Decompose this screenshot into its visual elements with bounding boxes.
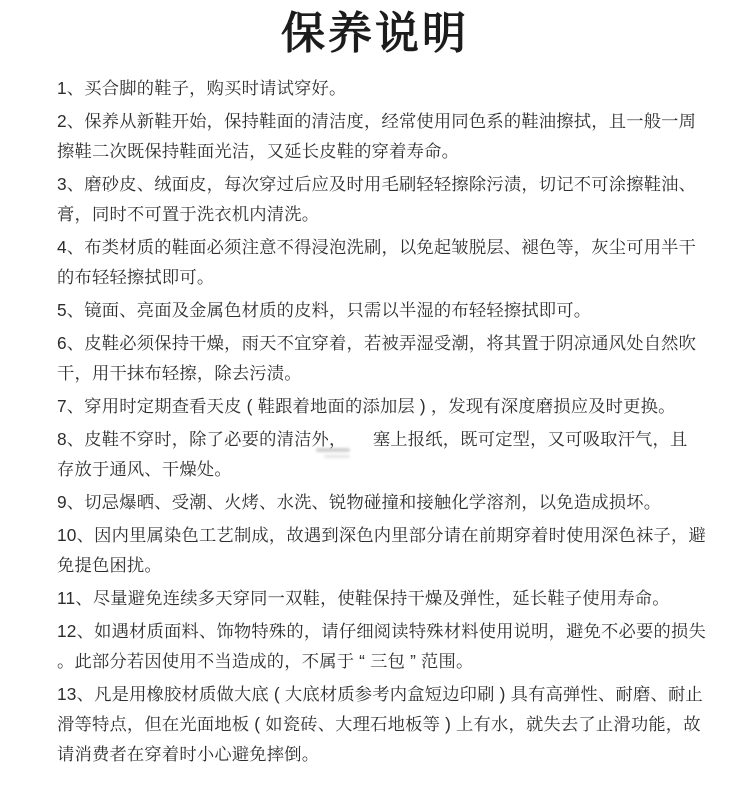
text-line: 9、切忌爆晒、受潮、火烤、水洗、锐物碰撞和接触化学溶剂，以免造成损坏。 xyxy=(57,492,662,512)
list-item xyxy=(57,679,710,769)
list-item xyxy=(57,616,710,676)
text-line: 13、凡是用橡胶材质做大底 ( 大底材质参考内盒短边印刷 ) 具有高弹性、耐磨、耐止 xyxy=(57,684,703,704)
text-line: 5、镜面、亮面及金属色材质的皮料，只需以半湿的布轻轻擦拭即可。 xyxy=(57,300,592,320)
care-list xyxy=(57,73,710,769)
list-item xyxy=(57,583,710,613)
text-line: 4、布类材质的鞋面必须注意不得浸泡洗刷，以免起皱脱层、褪色等，灰尘可用半干 xyxy=(57,237,697,257)
text-line: 3、磨砂皮、绒面皮，每次穿过后应及时用毛刷轻轻擦除污渍，切记不可涂擦鞋油、 xyxy=(57,174,697,194)
text-line: 6、皮鞋必须保持干燥，雨天不宜穿着，若被弄湿受潮，将其置于阴凉通风处自然吹 xyxy=(57,333,697,353)
text-line: 存放于通风、干燥处。 xyxy=(57,459,232,479)
text-line: 的布轻轻擦拭即可。 xyxy=(57,267,215,287)
list-item xyxy=(57,391,710,421)
text-line: 7、穿用时定期查看天皮 ( 鞋跟着地面的添加层 ) ，发现有深度磨损应及时更换。 xyxy=(57,396,676,416)
text-line: 11、尽量避免连续多天穿同一双鞋，使鞋保持干燥及弹性，延长鞋子使用寿命。 xyxy=(57,588,670,608)
page-title: 保养说明 xyxy=(281,9,469,58)
text-line: 12、如遇材质面料、饰物特殊的，请仔细阅读特殊材料使用说明，避免不必要的损失 xyxy=(57,621,706,641)
text-line: 膏，同时不可置于洗衣机内清洗。 xyxy=(57,204,320,224)
list-item xyxy=(57,520,710,580)
text-line: 8、皮鞋不穿时，除了必要的清洁外， 塞上报纸，既可定型，又可吸取汗气，且 xyxy=(57,429,688,449)
text-line: 。此部分若因使用不当造成的，不属于 “ 三包 ” 范围。 xyxy=(57,651,474,671)
list-item xyxy=(57,106,710,166)
text-line: 请消费者在穿着时小心避免摔倒。 xyxy=(57,744,320,764)
text-line: 1、买合脚的鞋子，购买时请试穿好。 xyxy=(57,78,347,98)
list-item xyxy=(57,328,710,388)
list-item xyxy=(57,169,710,229)
text-line: 2、保养从新鞋开始，保持鞋面的清洁度，经常使用同色系的鞋油擦拭，且一般一周 xyxy=(57,111,697,131)
list-item xyxy=(57,487,710,517)
text-line: 免提色困扰。 xyxy=(57,555,162,575)
text-line: 滑等特点，但在光面地板 ( 如瓷砖、大理石地板等 ) 上有水，就失去了止滑功能，故 xyxy=(57,714,701,734)
list-item xyxy=(57,73,710,103)
text-line: 干，用干抹布轻擦，除去污渍。 xyxy=(57,363,302,383)
list-item xyxy=(57,232,710,292)
list-item xyxy=(57,424,710,484)
list-item xyxy=(57,295,710,325)
text-line: 擦鞋二次既保持鞋面光洁，又延长皮鞋的穿着寿命。 xyxy=(57,141,460,161)
text-line: 10、因内里属染色工艺制成，故遇到深色内里部分请在前期穿着时使用深色袜子，避 xyxy=(57,525,706,545)
